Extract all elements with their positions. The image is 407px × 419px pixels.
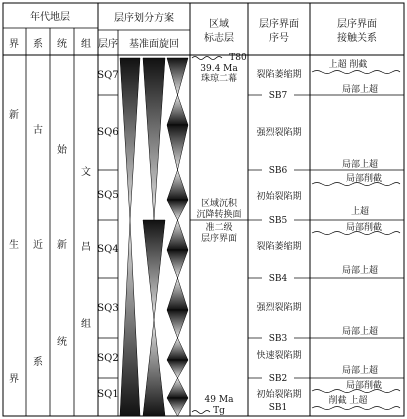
contact-sb4: 局部上超	[341, 266, 379, 276]
zu-char: 昌	[81, 242, 91, 253]
header-marker-2: 标志层	[204, 33, 234, 44]
header-jie: 界	[9, 39, 19, 50]
zu-char: 文	[81, 167, 91, 178]
top-wavy-unconformity	[192, 57, 222, 60]
contact-sb6b: 局部削截	[345, 174, 383, 184]
boundary-sb1: SB1	[268, 403, 288, 413]
marker-top-label: T80	[229, 53, 247, 63]
xi-char: 系	[33, 357, 43, 368]
header-boundary-2: 序号	[269, 33, 289, 44]
jie-char: 新	[9, 110, 19, 121]
phase-label: 强烈裂陷期	[256, 303, 302, 313]
header-contact-1: 层序界面	[337, 19, 377, 30]
contact-sb5b: 局部削截	[345, 223, 383, 233]
base-level-cycles	[120, 58, 188, 416]
phase-label: 裂陷萎缩期	[256, 242, 302, 252]
seq-label-sq6: SQ6	[97, 127, 119, 138]
seq-label-sq7: SQ7	[97, 70, 119, 81]
short-term-triangle	[167, 125, 188, 170]
header-contact-2: 接触关系	[337, 33, 377, 44]
short-term-triangle	[167, 58, 188, 95]
marker-mid-1: 区域沉积	[200, 199, 238, 209]
short-term-triangle	[167, 278, 188, 310]
short-term-triangle	[167, 338, 188, 360]
boundary-sb3: SB3	[268, 334, 288, 344]
contact-sb3: 局部上超	[341, 327, 379, 337]
contact-sb1: 削截 上超	[328, 396, 368, 406]
boundary-sb2: SB2	[268, 374, 288, 384]
mid-term-triangle	[143, 320, 165, 416]
boundary-sb7: SB7	[268, 91, 288, 101]
phase-label: 快速裂陷期	[256, 351, 302, 361]
jie-char: 生	[9, 240, 19, 251]
tong-char: 统	[57, 337, 67, 348]
contact-sb2b: 局部削截	[345, 381, 383, 391]
short-term-triangle	[167, 360, 188, 378]
boundary-sb6: SB6	[268, 166, 288, 176]
mid-term-triangle	[143, 58, 165, 220]
header-seq: 层序	[98, 39, 118, 50]
seq-label-sq5: SQ5	[97, 190, 119, 201]
contact-sb5a: 上超	[350, 207, 370, 217]
short-term-triangle	[167, 310, 188, 338]
xi-char: 古	[33, 125, 43, 136]
phase-label: 裂陷萎缩期	[256, 70, 302, 80]
contact-sb2a: 局部上超	[341, 366, 379, 376]
short-term-triangle	[167, 95, 188, 125]
boundary-sb4: SB4	[268, 274, 288, 284]
jie-char: 界	[9, 374, 19, 385]
header-era-group: 年代地层	[30, 12, 70, 23]
header-seq-group: 层序划分方案	[114, 13, 174, 24]
mid-term-triangle	[143, 220, 165, 320]
marker-top-name: 珠琼二幕	[200, 74, 238, 84]
header-xi: 系	[33, 39, 43, 50]
long-term-rise-triangle	[120, 220, 140, 416]
marker-top-age: 39.4 Ma	[200, 64, 238, 74]
header-boundary-1: 层序界面	[259, 19, 299, 30]
contact-top: 上超 削截	[328, 60, 368, 70]
xi-char: 近	[33, 240, 43, 251]
phase-label: 强烈裂陷期	[256, 128, 302, 138]
contact-sb6a: 局部上超	[341, 160, 379, 170]
marker-mid-2: 沉降转换面	[196, 210, 242, 220]
phase-label: 初始裂陷期	[256, 192, 302, 202]
short-term-triangle	[167, 200, 188, 220]
seq-label-sq4: SQ4	[97, 244, 119, 255]
tong-char: 始	[57, 145, 67, 156]
header-zu: 组	[81, 39, 91, 50]
seq-label-sq1: SQ1	[97, 389, 119, 400]
long-term-fall-triangle	[120, 58, 140, 220]
seq-label-sq2: SQ2	[97, 353, 119, 364]
short-term-triangle	[167, 398, 188, 416]
marker-mid-3: 准二级	[205, 223, 233, 233]
short-term-triangle	[167, 170, 188, 200]
zu-char: 组	[81, 319, 91, 330]
bottom-wavy-unconformity	[192, 411, 210, 414]
short-term-triangle	[167, 378, 188, 398]
header-cycle: 基准面旋回	[129, 39, 179, 50]
short-term-triangle	[167, 250, 188, 278]
marker-bottom-age: 49 Ma	[204, 395, 234, 405]
phase-label: 初始裂陷期	[256, 390, 302, 400]
header-marker-1: 区域	[209, 19, 229, 30]
marker-bottom-label: Tg	[213, 406, 225, 416]
contact-sb7: 局部上超	[341, 85, 379, 95]
short-term-triangle	[167, 220, 188, 250]
contact-wavy-line	[312, 407, 400, 410]
seq-label-sq3: SQ3	[97, 303, 119, 314]
boundary-sb5: SB5	[268, 216, 288, 226]
header-tong: 统	[57, 39, 67, 50]
tong-char: 新	[57, 240, 67, 251]
contact-wavy-line	[312, 71, 400, 74]
marker-mid-4: 层序界面	[200, 234, 238, 244]
